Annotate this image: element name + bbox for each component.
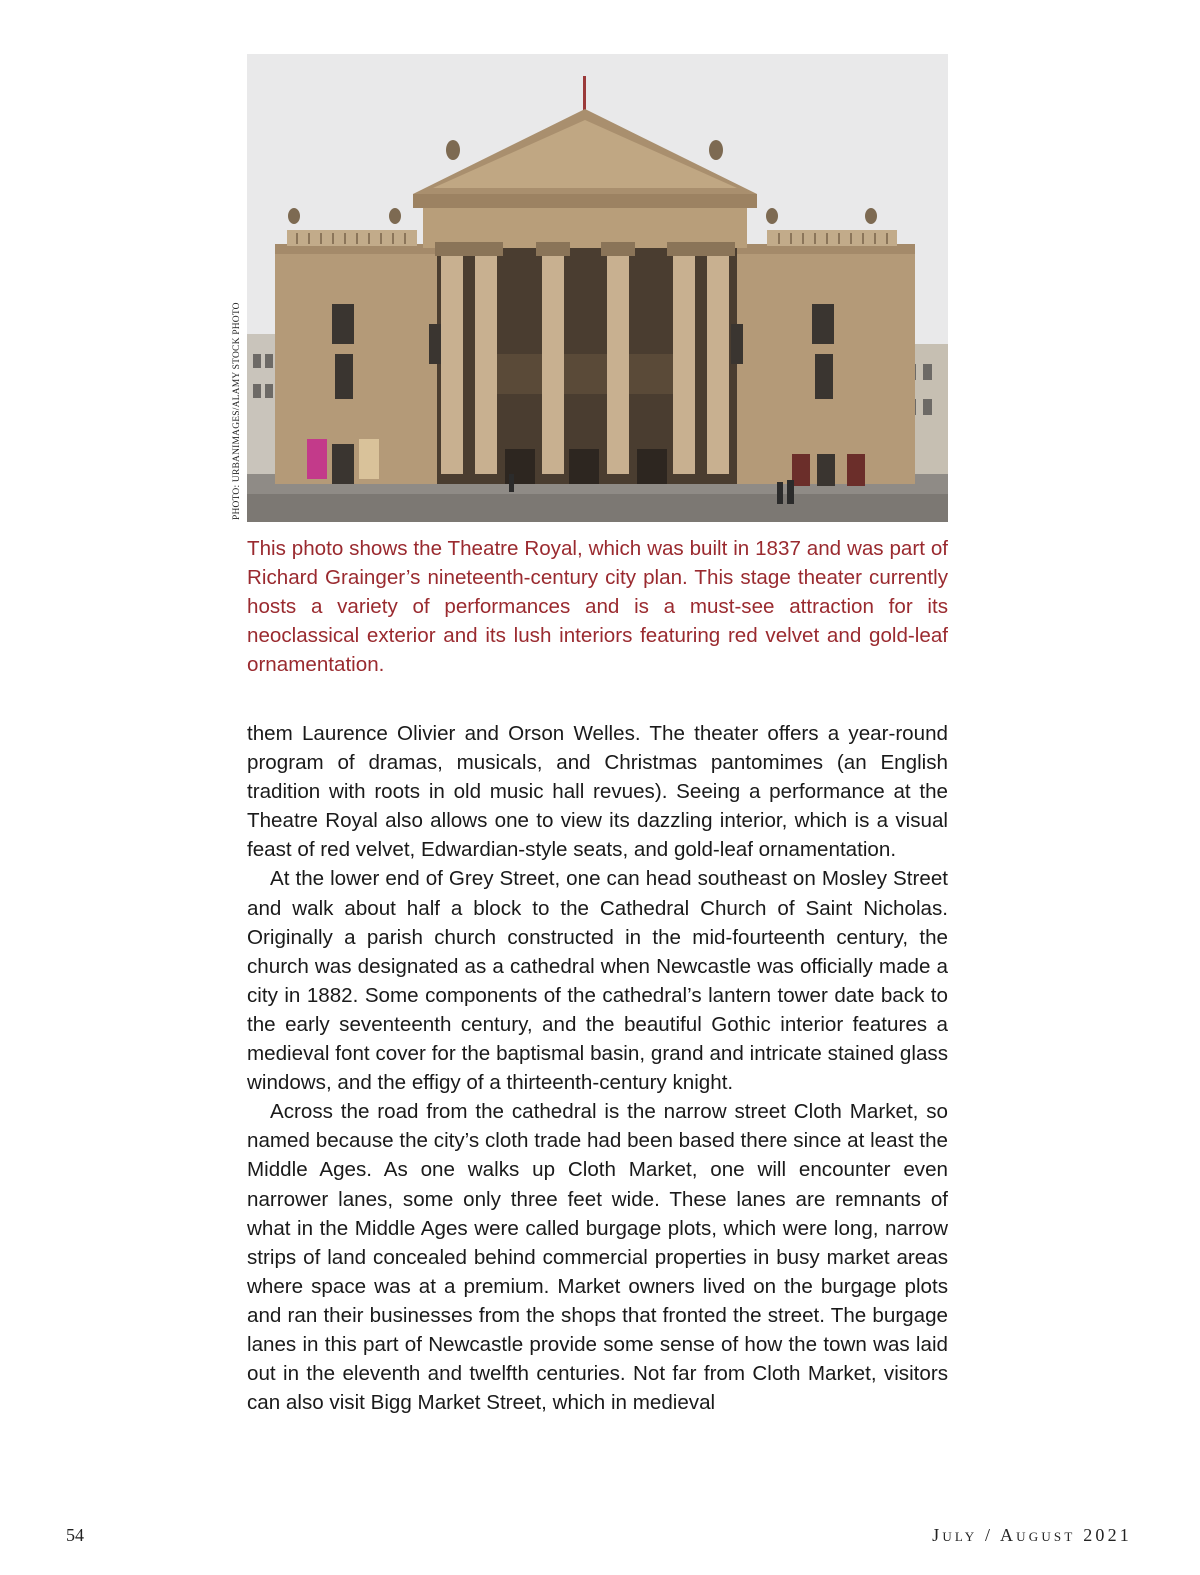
paragraph: Across the road from the cathedral is the narrow street Cloth Market, so named because the city’s cloth trade had been based there since at least the Middle Ages. As one walks up Cloth Market, one will encounter even narrower lanes, some only three feet wide. These lanes are remnants of what in the Middle Ages were called burgage plots, which were long, narrow strips of land concealed behind commercial properties in busy market areas where space was at a premium. Market owners lived on the burgage plots and ran their businesses from the shops that fronted the street. The burgage lanes in this part of Newcastle provide some sense of how the town was laid out in the eleventh and twelfth centuries. Not far from Cloth Market, visitors can also visit Bigg Market Street, which in medieval <box>247 1100 948 1415</box>
paragraph: At the lower end of Grey Street, one can head southeast on Mosley Street and walk about half a block to the Cathedral Church of Saint Nicholas. Originally a parish church constructed in the mid-fourteenth century, the church was designated as a cathedral when Newcastle was officially made a city in 1882. Some components of the cathedral’s lantern tower date back to the early seventeenth century, and the beautiful Gothic interior features a medieval font cover for the baptismal basin, grand and intricate stained glass windows, and the effigy of a thirteenth-century knight. <box>247 867 948 1095</box>
theatre-royal-illustration <box>247 54 948 522</box>
photo-caption: This photo shows the Theatre Royal, which was built in 1837 and was part of Richard Grainger’s nineteenth-century city plan. This stage theater currently hosts a variety of performances and is a must-see attraction for its neoclassical exterior and its lush interiors featuring red velvet and gold-leaf ornamentation. <box>247 537 948 676</box>
article-body <box>247 719 948 1417</box>
page-number: 54 <box>66 1525 84 1545</box>
photo-credit: PHOTO: URBANIMAGES/ALAMY STOCK PHOTO <box>232 302 242 520</box>
issue-date: July / August 2021 <box>932 1525 1132 1545</box>
theatre-royal-photo <box>247 54 948 522</box>
paragraph: them Laurence Olivier and Orson Welles. The theater offers a year-round program of dramas, musicals, and Christmas pantomimes (an English tradition with roots in old music hall revues). Seeing a performance at the Theatre Royal also allows one to view its dazzling interior, which is a visual feast of red velvet, Edwardian-style seats, and gold-leaf ornamentation. <box>247 722 948 862</box>
